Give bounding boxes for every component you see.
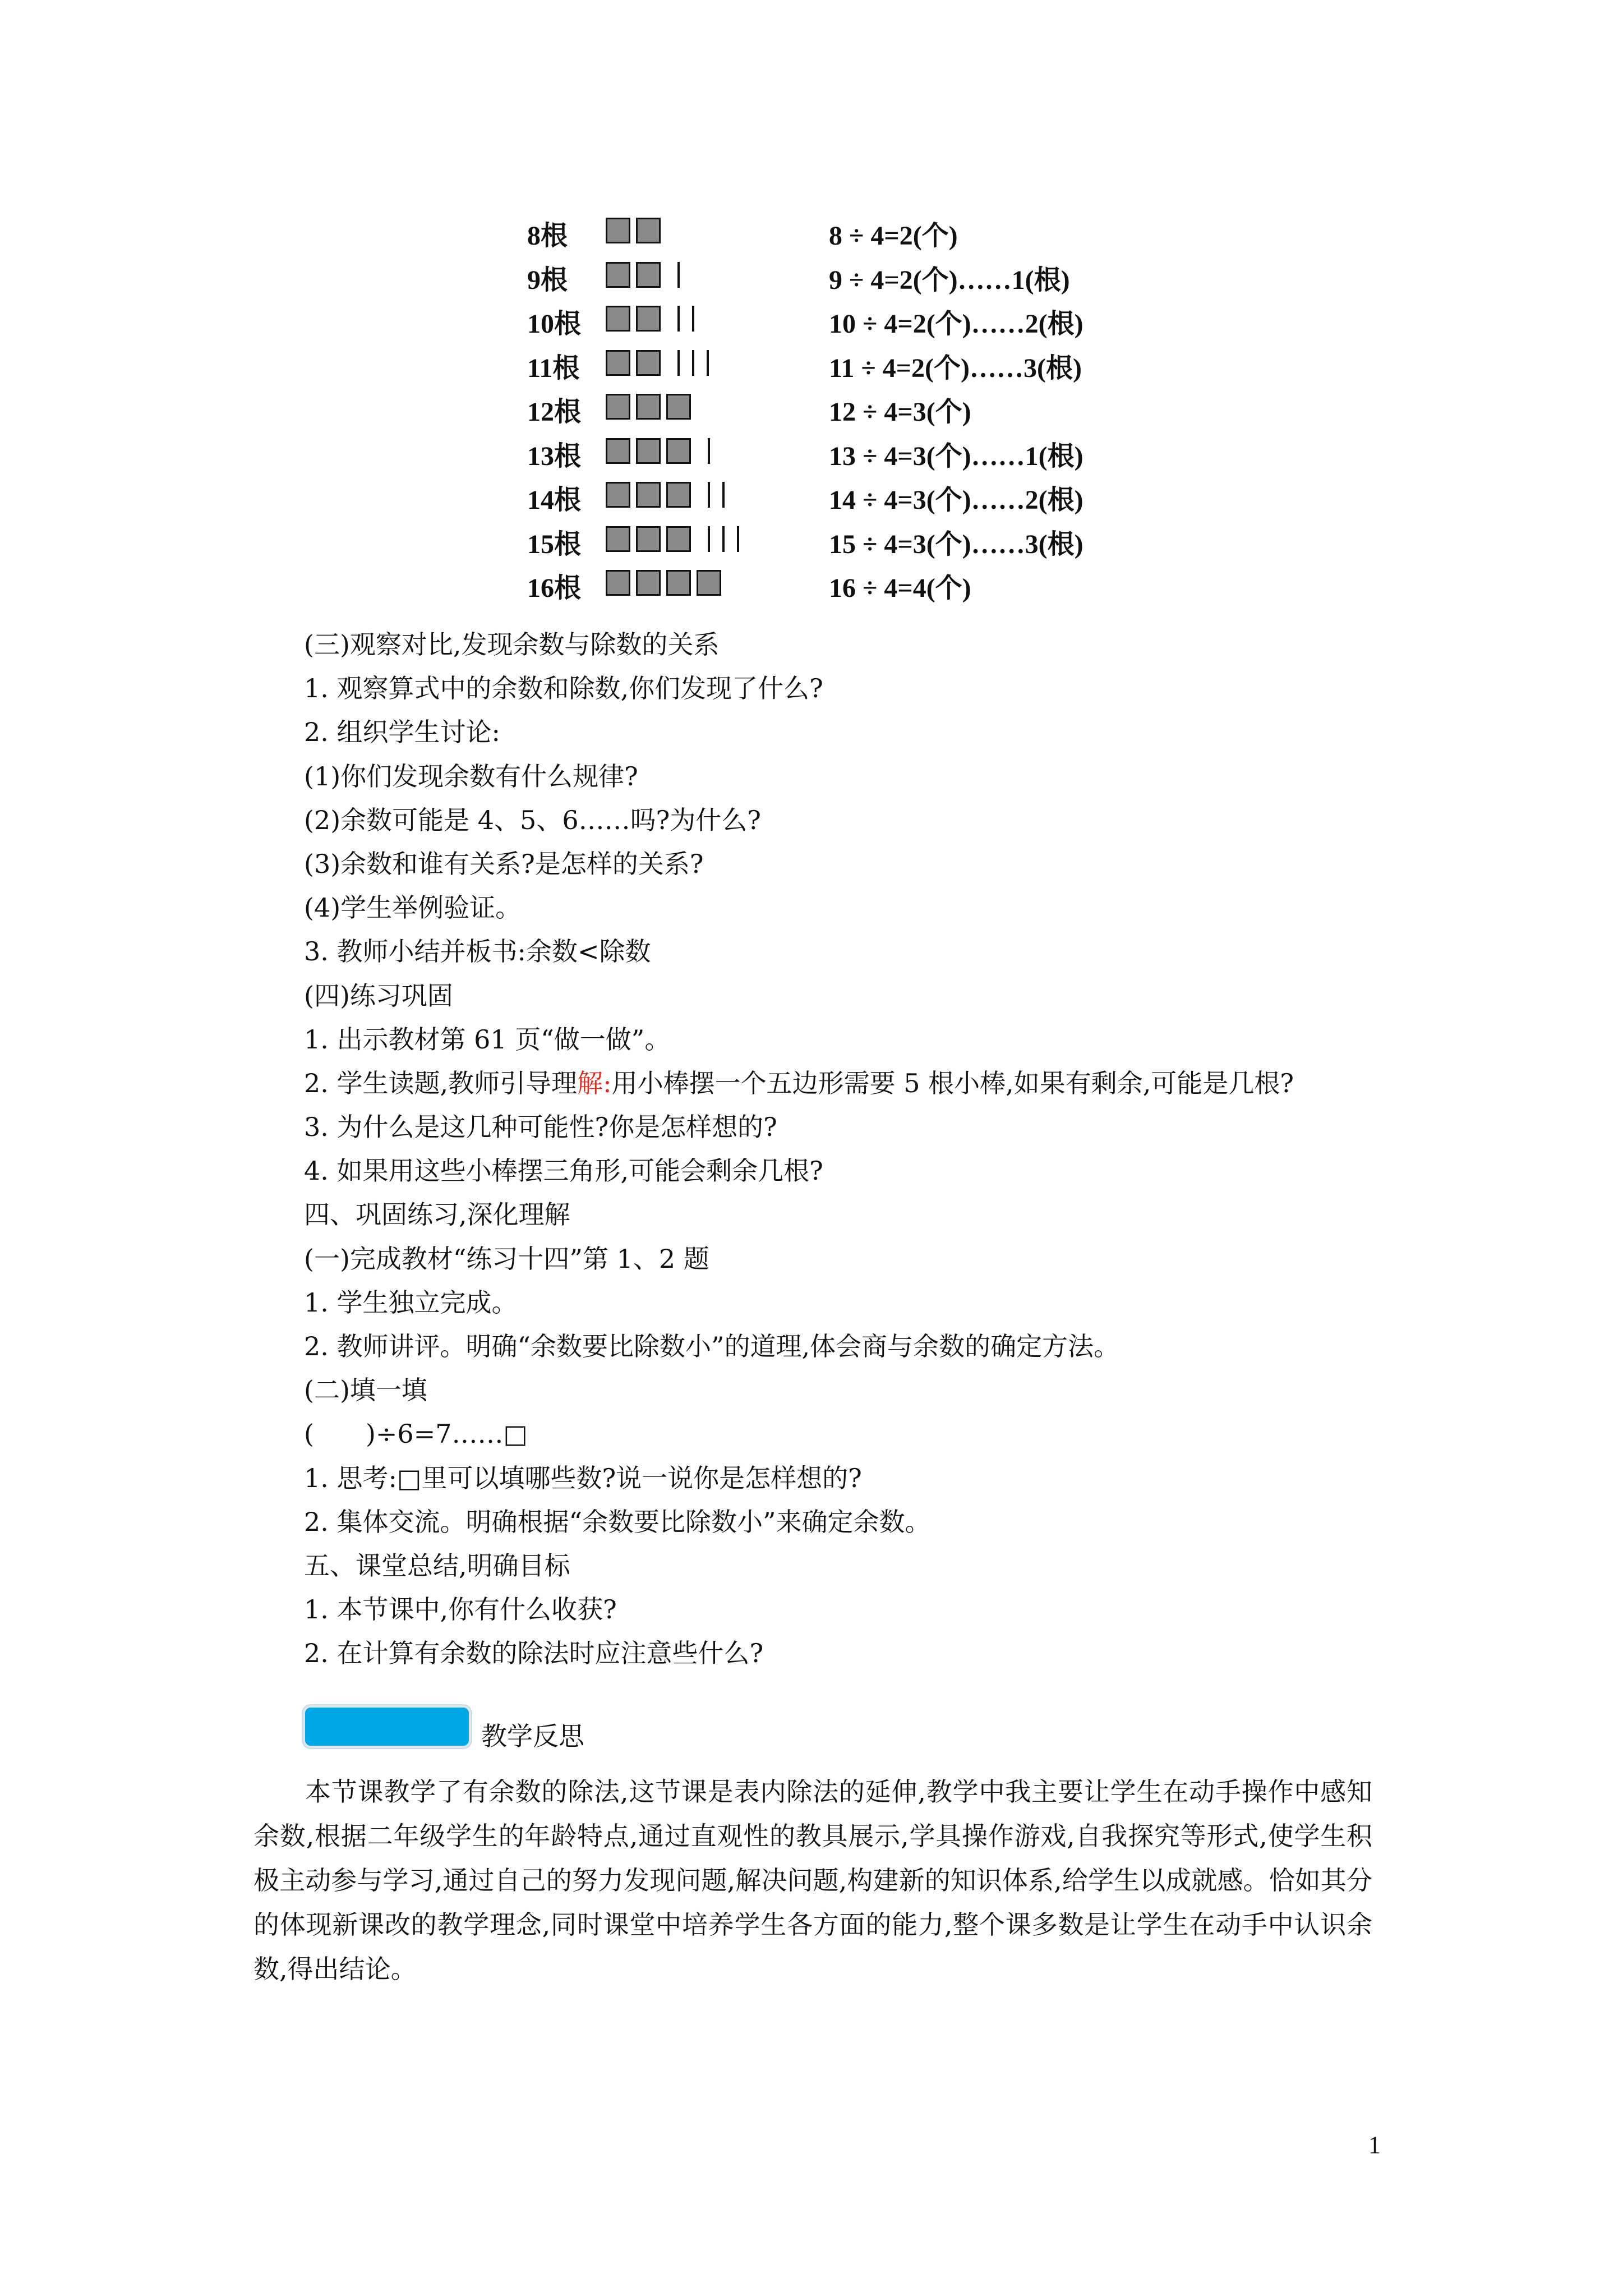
stick-icon <box>722 526 725 552</box>
leftover-sticks <box>708 438 722 464</box>
division-equation: 13 ÷ 4=3(个)……1(根) <box>829 441 1083 471</box>
square-icon <box>606 350 630 376</box>
stick-icon <box>708 482 710 508</box>
division-equation: 16 ÷ 4=4(个) <box>829 573 971 603</box>
square-icon <box>636 394 661 420</box>
stick-count-label: 12根 <box>527 397 582 427</box>
lesson-content <box>253 623 1375 1676</box>
square-icon <box>666 438 691 464</box>
text-line: 3. 为什么是这几种可能性?你是怎样想的? <box>304 1112 777 1143</box>
division-equation: 14 ÷ 4=3(个)……2(根) <box>829 485 1083 515</box>
square-icon <box>636 438 661 464</box>
stick-figure <box>606 435 722 467</box>
stick-icon <box>692 306 694 332</box>
division-equation: 10 ÷ 4=2(个)……2(根) <box>829 309 1083 339</box>
square-icon <box>666 394 691 420</box>
square-icon <box>606 306 630 332</box>
square-icon <box>636 482 661 508</box>
section-heading: (二)填一填 <box>304 1375 427 1406</box>
text-line: 1. 出示教材第 61 页“做一做”。 <box>304 1024 671 1055</box>
square-icon <box>606 526 630 552</box>
leftover-sticks <box>677 350 721 376</box>
leftover-sticks <box>677 262 692 288</box>
stick-figure <box>606 391 697 422</box>
stick-icon <box>707 350 709 376</box>
text-line: (1)你们发现余数有什么规律? <box>304 761 638 792</box>
text-line: 1. 本节课中,你有什么收获? <box>304 1594 617 1625</box>
stick-row <box>527 386 1200 431</box>
stick-count-label: 13根 <box>527 441 582 471</box>
stick-figure <box>606 347 721 379</box>
division-equation: 8 ÷ 4=2(个) <box>829 221 958 251</box>
highlight-text: 解: <box>577 1068 612 1098</box>
square-icon <box>666 570 691 596</box>
reflection-paragraph: 本节课教学了有余数的除法,这节课是表内除法的延伸,教学中我主要让学生在动手操作中感知余数,根据二年级学生的年龄特点,通过直观性的教具展示,学具操作游戏,自我探究等形式,使学生积极主动参与学习,通过自己的努力发现问题,解决问题,构建新的知识体系,给学生以成就感。恰如其分的体现新课改的教学理念,同时课堂中培养学生各方面的能力,整个课多数是让学生在动手中认识余数,得出结论。 <box>253 1777 1372 1984</box>
division-equation: 12 ÷ 4=3(个) <box>829 397 971 427</box>
square-icon <box>606 438 630 464</box>
division-equation: 9 ÷ 4=2(个)……1(根) <box>829 265 1070 295</box>
text-paragraph <box>253 1061 1375 1105</box>
stick-division-table <box>527 210 1200 607</box>
square-icon <box>636 218 661 243</box>
stick-row <box>527 563 1200 607</box>
text-line: 1. 观察算式中的余数和除数,你们发现了什么? <box>304 673 823 704</box>
stick-row <box>527 431 1200 475</box>
stick-count-label: 16根 <box>527 573 582 603</box>
section-heading: (四)练习巩固 <box>304 980 453 1011</box>
stick-row <box>527 298 1200 343</box>
square-icon <box>666 482 691 508</box>
square-icon <box>606 482 630 508</box>
square-icon <box>697 570 721 596</box>
stick-figure <box>606 567 727 599</box>
stick-row <box>527 210 1200 255</box>
text-span: 2. 学生读题,教师引导理 <box>304 1068 578 1098</box>
stick-figure <box>606 523 751 555</box>
square-icon <box>636 570 661 596</box>
stick-count-label: 15根 <box>527 529 582 559</box>
text-line: 4. 如果用这些小棒摆三角形,可能会剩余几根? <box>304 1156 823 1186</box>
stick-row <box>527 519 1200 563</box>
stick-row <box>527 343 1200 387</box>
stick-icon <box>677 306 680 332</box>
square-icon <box>636 306 661 332</box>
stick-figure <box>606 303 707 334</box>
stick-figure <box>606 479 737 510</box>
stick-count-label: 11根 <box>527 353 580 383</box>
text-line: 1. 学生独立完成。 <box>304 1287 518 1318</box>
stick-count-label: 8根 <box>527 221 568 251</box>
leftover-sticks <box>708 482 737 508</box>
section-heading: 四、巩固练习,深化理解 <box>304 1199 570 1230</box>
fill-in-equation: ( )÷6=7……□ <box>304 1419 528 1450</box>
stick-row <box>527 475 1200 519</box>
text-line: (3)余数和谁有关系?是怎样的关系? <box>304 848 704 879</box>
square-icon <box>606 570 630 596</box>
leftover-sticks <box>708 526 751 552</box>
text-line: 2. 在计算有余数的除法时应注意些什么? <box>304 1638 764 1669</box>
text-line: 2. 组织学生讨论: <box>304 717 501 748</box>
stick-count-label: 9根 <box>527 265 568 295</box>
section-heading: (一)完成教材“练习十四”第 1、2 题 <box>304 1243 709 1274</box>
stick-count-label: 14根 <box>527 485 582 515</box>
leftover-sticks <box>677 306 707 332</box>
text-line: 2. 集体交流。明确根据“余数要比除数小”来确定余数。 <box>304 1506 931 1537</box>
square-icon <box>636 262 661 288</box>
text-line: 1. 思考:□里可以填哪些数?说一说你是怎样想的? <box>304 1462 862 1493</box>
stick-row <box>527 255 1200 299</box>
text-span: 用小棒摆一个五边形需要 5 根小棒,如果有剩余,可能是几根? <box>611 1068 1294 1098</box>
square-icon <box>606 394 630 420</box>
text-line: 2. 教师讲评。明确“余数要比除数小”的道理,体会商与余数的确定方法。 <box>304 1331 1120 1362</box>
text-line: (2)余数可能是 4、5、6……吗?为什么? <box>304 804 761 835</box>
stick-icon <box>677 262 680 288</box>
stick-icon <box>692 350 694 376</box>
division-equation: 11 ÷ 4=2(个)……3(根) <box>829 353 1082 383</box>
stick-figure <box>606 259 692 291</box>
stick-icon <box>737 526 739 552</box>
stick-count-label: 10根 <box>527 309 582 339</box>
square-icon <box>636 526 661 552</box>
reflection-title: 教学反思 <box>481 1721 584 1751</box>
section-badge <box>303 1705 471 1748</box>
square-icon <box>606 262 630 288</box>
square-icon <box>606 218 630 243</box>
square-icon <box>636 350 661 376</box>
division-equation: 15 ÷ 4=3(个)……3(根) <box>829 529 1083 559</box>
section-heading: (三)观察对比,发现余数与除数的关系 <box>304 629 720 660</box>
text-line: (4)学生举例验证。 <box>304 892 522 923</box>
section-heading: 五、课堂总结,明确目标 <box>304 1550 570 1581</box>
stick-icon <box>708 526 710 552</box>
text-line: 3. 教师小结并板书:余数<除数 <box>304 936 651 967</box>
stick-icon <box>708 438 710 464</box>
page-number: 1 <box>1368 2131 1381 2159</box>
square-icon <box>666 526 691 552</box>
reflection-heading <box>303 1705 751 1756</box>
stick-figure <box>606 215 666 246</box>
stick-icon <box>722 482 725 508</box>
stick-icon <box>677 350 680 376</box>
